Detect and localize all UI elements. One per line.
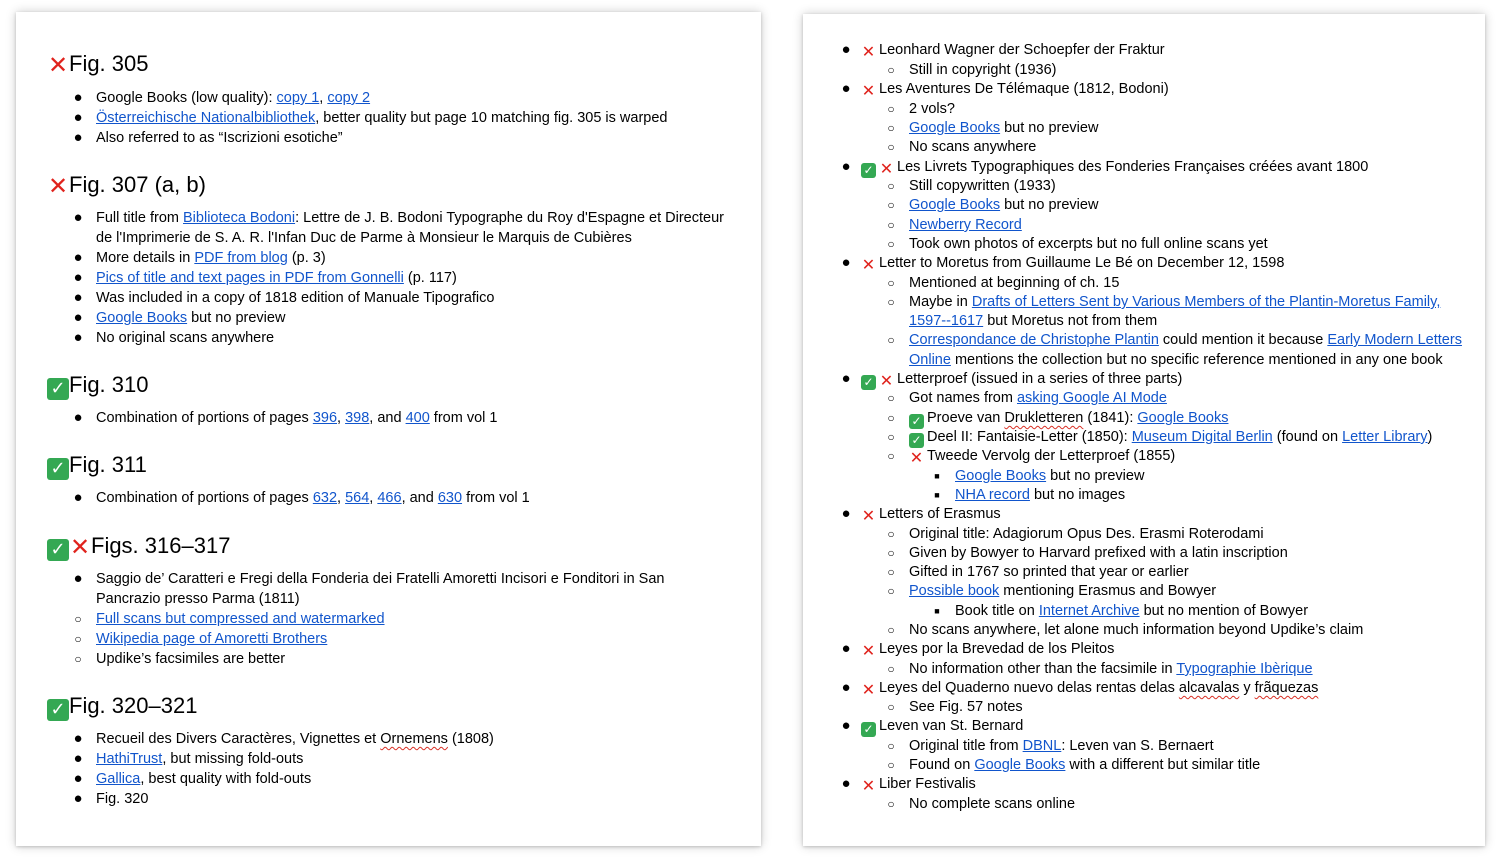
- link-typographie-iberique[interactable]: Typographie Ibèrique: [1176, 661, 1313, 677]
- item-text: : Lettre de J. B. Bodoni Typographe du Roy d'Espagne et Directeur: [295, 210, 724, 226]
- link-wikipedia-amoretti[interactable]: Wikipedia page of Amoretti Brothers: [96, 631, 328, 647]
- green-check-icon: ✓: [47, 699, 69, 721]
- bullet-disc-icon: ●: [841, 158, 851, 175]
- bullet-circle-icon: ○: [887, 102, 895, 116]
- document-page-left: [16, 12, 761, 846]
- link-google-books[interactable]: Google Books: [96, 310, 188, 326]
- link-google-books[interactable]: Google Books: [955, 468, 1047, 484]
- link-letter-library[interactable]: Letter Library: [1342, 429, 1428, 445]
- bullet-circle-icon: ○: [887, 295, 895, 309]
- bullet-circle-icon: ○: [887, 662, 895, 676]
- red-cross-icon: ✕: [861, 42, 876, 61]
- item-text: Was included in a copy of 1818 edition of Manuale Tipografico: [96, 290, 495, 306]
- bullet-disc-icon: ●: [73, 570, 83, 587]
- item-text: Took own photos of excerpts but no full online scans yet: [909, 236, 1268, 252]
- heading-text: Fig. 307 (a, b): [69, 172, 206, 197]
- bullet-circle-icon: ○: [887, 121, 895, 135]
- item-text: Mentioned at beginning of ch. 15: [909, 275, 1120, 291]
- link-pdf-from-blog[interactable]: PDF from blog: [194, 250, 288, 266]
- bullet-circle-icon: ○: [887, 430, 895, 444]
- link-gallica[interactable]: Gallica: [96, 771, 141, 787]
- item-text: could mention it because: [1158, 332, 1328, 348]
- red-cross-icon: ✕: [861, 776, 876, 795]
- item-text: Original title from: [909, 738, 1023, 754]
- red-cross-icon: ✕: [861, 641, 876, 660]
- bullet-disc-icon: ●: [841, 679, 851, 696]
- item-text: Google Books (low quality):: [96, 90, 277, 106]
- link-google-books[interactable]: Google Books: [909, 197, 1001, 213]
- green-check-icon: ✓: [909, 433, 924, 448]
- bullet-square-icon: ■: [934, 606, 940, 616]
- bullet-disc-icon: ●: [73, 329, 83, 346]
- bullet-disc-icon: ●: [73, 489, 83, 506]
- item-text: Letterproef (issued in a series of three parts): [897, 371, 1183, 387]
- bullet-circle-icon: ○: [74, 612, 82, 626]
- bullet-disc-icon: ●: [73, 269, 83, 286]
- heading-text: Fig. 311: [69, 452, 147, 477]
- green-check-icon: ✓: [47, 458, 69, 480]
- spellcheck-word[interactable]: alcavalas: [1178, 680, 1240, 696]
- item-text: Leonhard Wagner der Schoepfer der Fraktur: [879, 42, 1165, 58]
- bullet-circle-icon: ○: [887, 758, 895, 772]
- item-text: Saggio de’ Caratteri e Fregi della Fonderia dei Fratelli Amoretti Incisori e Fonditori in San: [96, 571, 665, 587]
- bullet-disc-icon: ●: [73, 129, 83, 146]
- bullet-disc-icon: ●: [841, 640, 851, 657]
- link-nha-record[interactable]: NHA record: [955, 487, 1030, 503]
- item-text: Proeve van: [927, 410, 1005, 426]
- bullet-circle-icon: ○: [887, 391, 895, 405]
- item-text: Original title: Adagiorum Opus Des. Erasmi Roterodami: [909, 526, 1264, 542]
- item-text: but no preview: [1000, 120, 1099, 136]
- link-osterreichische-nationalbibliothek[interactable]: Österreichische Nationalbibliothek: [96, 110, 316, 126]
- bullet-disc-icon: ●: [841, 775, 851, 792]
- link-page-632[interactable]: 632: [312, 490, 338, 506]
- link-google-books[interactable]: Google Books: [974, 757, 1066, 773]
- link-dbnl[interactable]: DBNL: [1022, 738, 1062, 754]
- document-page-right: [803, 14, 1485, 846]
- item-text: but no preview: [1000, 197, 1099, 213]
- green-check-icon: ✓: [47, 378, 69, 400]
- link-possible-book[interactable]: Possible book: [909, 583, 1000, 599]
- link-biblioteca-bodoni[interactable]: Biblioteca Bodoni: [183, 210, 296, 226]
- bullet-circle-icon: ○: [887, 797, 895, 811]
- item-text: Leyes por la Brevedad de los Pleitos: [879, 641, 1115, 657]
- bullet-circle-icon: ○: [887, 218, 895, 232]
- item-text: Letter to Moretus from Guillaume Le Bé on December 12, 1598: [879, 255, 1285, 271]
- bullet-disc-icon: ●: [841, 41, 851, 58]
- heading-fig-305: [47, 51, 149, 77]
- item-text: Got names from: [909, 390, 1017, 406]
- heading-text: Figs. 316–317: [91, 533, 231, 558]
- heading-fig-320-321: [47, 693, 197, 721]
- heading-text: Fig. 310: [69, 372, 149, 397]
- bullet-circle-icon: ○: [887, 411, 895, 425]
- red-cross-icon: ✕: [879, 371, 894, 390]
- link-hathitrust[interactable]: HathiTrust: [96, 751, 163, 767]
- bullet-disc-icon: ●: [73, 730, 83, 747]
- bullet-circle-icon: ○: [887, 584, 895, 598]
- link-page-398[interactable]: 398: [345, 410, 370, 426]
- bullet-circle-icon: ○: [887, 527, 895, 541]
- link-drafts-of-letters-cont[interactable]: 1597--1617: [909, 313, 984, 329]
- item-text: Leyes del Quaderno nuevo delas rentas delas: [879, 680, 1179, 696]
- bullet-disc-icon: ●: [73, 249, 83, 266]
- bullet-disc-icon: ●: [73, 309, 83, 326]
- item-text: Les Aventures De Télémaque (1812, Bodoni): [879, 81, 1169, 97]
- item-text: Combination of portions of pages: [96, 490, 313, 506]
- spellcheck-word[interactable]: Ornemens: [380, 731, 448, 747]
- item-text: , better quality but page 10 matching fig. 305 is warped: [315, 110, 668, 126]
- item-text: No information other than the facsimile in: [909, 661, 1177, 677]
- item-text: mentions the collection but no specific reference mentioned in any one book: [950, 352, 1443, 368]
- link-page-396[interactable]: 396: [312, 410, 338, 426]
- green-check-icon: ✓: [909, 414, 924, 429]
- heading-text: Fig. 305: [69, 51, 149, 76]
- link-google-books[interactable]: Google Books: [909, 120, 1001, 136]
- item-text: Gifted in 1767 so printed that year or earlier: [909, 564, 1189, 580]
- bullet-disc-icon: ●: [73, 770, 83, 787]
- item-text: but no preview: [1046, 468, 1145, 484]
- link-museum-digital-berlin[interactable]: Museum Digital Berlin: [1131, 429, 1273, 445]
- bullet-circle-icon: ○: [887, 276, 895, 290]
- red-cross-icon: ✕: [47, 51, 69, 79]
- red-cross-icon: ✕: [879, 159, 894, 178]
- green-check-icon: ✓: [861, 375, 876, 390]
- spellcheck-word[interactable]: frãquezas: [1254, 680, 1319, 696]
- green-check-icon: ✓: [861, 722, 876, 737]
- link-copy-2[interactable]: copy 2: [327, 90, 371, 106]
- item-text: Updike’s facsimiles are better: [96, 651, 286, 667]
- heading-figs-316-317: [47, 533, 230, 561]
- bullet-disc-icon: ●: [73, 109, 83, 126]
- item-text: with a different but similar title: [1065, 757, 1261, 773]
- item-text: Found on: [909, 757, 975, 773]
- item-text: No original scans anywhere: [96, 330, 275, 346]
- bullet-circle-icon: ○: [887, 565, 895, 579]
- bullet-circle-icon: ○: [887, 449, 895, 463]
- item-text: Book title on: [955, 603, 1039, 619]
- item-text: Tweede Vervolg der Letterproef (1855): [927, 448, 1176, 464]
- item-text: Deel II: Fantaisie-Letter (1850):: [927, 429, 1132, 445]
- bullet-circle-icon: ○: [887, 179, 895, 193]
- bullet-disc-icon: ●: [841, 254, 851, 271]
- link-page-630[interactable]: 630: [437, 490, 463, 506]
- item-text: Les Livrets Typographiques des Fonderies Françaises créées avant 1800: [897, 159, 1369, 175]
- link-correspondance-plantin[interactable]: Correspondance de Christophe Plantin: [909, 332, 1159, 348]
- bullet-circle-icon: ○: [887, 333, 895, 347]
- bullet-circle-icon: ○: [74, 652, 82, 666]
- link-page-466[interactable]: 466: [377, 490, 402, 506]
- item-text: but no images: [1029, 487, 1126, 503]
- item-text: ,: [369, 490, 378, 506]
- link-pics-pdf-gonnelli[interactable]: Pics of title and text pages in PDF from Gonnelli: [96, 270, 404, 286]
- bullet-square-icon: ■: [934, 471, 940, 481]
- link-asking-google-ai-mode[interactable]: asking Google AI Mode: [1016, 390, 1167, 406]
- link-page-564[interactable]: 564: [345, 490, 370, 506]
- item-text: More details in: [96, 250, 195, 266]
- bullet-circle-icon: ○: [74, 632, 82, 646]
- item-text: Still in copyright (1936): [909, 62, 1057, 78]
- item-text: , and: [401, 490, 438, 506]
- item-text: from vol 1: [462, 490, 530, 506]
- item-text: ,: [337, 490, 346, 506]
- item-text: from vol 1: [429, 410, 498, 426]
- item-text: but Moretus not from them: [983, 313, 1158, 329]
- bullet-circle-icon: ○: [887, 700, 895, 714]
- link-page-400[interactable]: 400: [405, 410, 430, 426]
- heading-fig-310: [47, 372, 149, 400]
- bullet-disc-icon: ●: [841, 80, 851, 97]
- item-text: No complete scans online: [909, 796, 1076, 812]
- item-text: but no preview: [187, 310, 286, 326]
- heading-fig-307: [47, 172, 206, 198]
- bullet-disc-icon: ●: [73, 790, 83, 807]
- item-text: , best quality with fold-outs: [140, 771, 312, 787]
- red-cross-icon: ✕: [861, 255, 876, 274]
- link-internet-archive[interactable]: Internet Archive: [1038, 603, 1140, 619]
- red-cross-icon: ✕: [861, 81, 876, 100]
- item-text: Also referred to as “Iscrizioni esotiche”: [96, 130, 343, 146]
- item-text: Combination of portions of pages: [96, 410, 313, 426]
- item-text: , and: [369, 410, 406, 426]
- bullet-disc-icon: ●: [73, 89, 83, 106]
- item-text: (1841):: [1083, 410, 1138, 426]
- link-drafts-of-letters[interactable]: Drafts of Letters Sent by Various Members of the Plantin-Moretus Family,: [971, 294, 1441, 310]
- item-text: Still copywritten (1933): [909, 178, 1056, 194]
- item-text: , but missing fold-outs: [162, 751, 304, 767]
- bullet-disc-icon: ●: [841, 370, 851, 387]
- bullet-circle-icon: ○: [887, 546, 895, 560]
- spellcheck-word[interactable]: Drukletteren: [1004, 410, 1084, 426]
- red-cross-icon: ✕: [861, 506, 876, 525]
- green-check-icon: ✓: [47, 539, 69, 561]
- link-full-scans[interactable]: Full scans but compressed and watermarked: [96, 611, 385, 627]
- item-text: but no mention of Bowyer: [1139, 603, 1309, 619]
- bullet-disc-icon: ●: [73, 409, 83, 426]
- bullet-circle-icon: ○: [887, 63, 895, 77]
- item-text: Liber Festivalis: [879, 776, 976, 792]
- link-copy-1[interactable]: copy 1: [276, 90, 320, 106]
- item-text: Letters of Erasmus: [879, 506, 1001, 522]
- bullet-disc-icon: ●: [73, 289, 83, 306]
- item-text: : Leven van S. Bernaert: [1061, 738, 1214, 754]
- red-cross-icon: ✕: [861, 680, 876, 699]
- item-text: See Fig. 57 notes: [909, 699, 1023, 715]
- item-text: y: [1239, 680, 1255, 696]
- link-google-books[interactable]: Google Books: [1137, 410, 1229, 426]
- green-check-icon: ✓: [861, 163, 876, 178]
- bullet-square-icon: ■: [934, 490, 940, 500]
- bullet-circle-icon: ○: [887, 237, 895, 251]
- item-text: No scans anywhere, let alone much information beyond Updike’s claim: [909, 622, 1364, 638]
- link-newberry-record[interactable]: Newberry Record: [909, 217, 1022, 233]
- heading-fig-311: [47, 452, 147, 480]
- item-text: (p. 3): [287, 250, 326, 266]
- item-text: Fig. 320: [96, 791, 149, 807]
- bullet-circle-icon: ○: [887, 739, 895, 753]
- item-text: Pancrazio presso Parma (1811): [96, 591, 300, 607]
- item-text: ,: [337, 410, 346, 426]
- item-text: ,: [319, 90, 328, 106]
- bullet-disc-icon: ●: [73, 209, 83, 226]
- red-cross-icon: ✕: [909, 448, 924, 467]
- link-early-modern-letters[interactable]: Early Modern Letters: [1327, 332, 1462, 348]
- item-text: Given by Bowyer to Harvard prefixed with a latin inscription: [909, 545, 1288, 561]
- item-text: No scans anywhere: [909, 139, 1037, 155]
- item-text: Recueil des Divers Caractères, Vignettes et: [96, 731, 381, 747]
- red-cross-icon: ✕: [47, 172, 69, 200]
- heading-text: Fig. 320–321: [69, 693, 198, 718]
- bullet-circle-icon: ○: [887, 198, 895, 212]
- item-text: Maybe in: [909, 294, 972, 310]
- item-text: Full title from: [96, 210, 184, 226]
- item-text: (found on: [1272, 429, 1343, 445]
- item-text: de l'Imprimerie de S. A. R. l'Infan Duc de Parme à Monsieur le Marquis de Cubières: [96, 230, 632, 246]
- item-text: (p. 117): [403, 270, 457, 286]
- item-text: (1808): [447, 731, 494, 747]
- item-text: ): [1427, 429, 1433, 445]
- bullet-circle-icon: ○: [887, 623, 895, 637]
- link-early-modern-letters-cont[interactable]: Online: [909, 352, 951, 368]
- item-text: 2 vols?: [909, 101, 955, 117]
- red-cross-icon: ✕: [69, 533, 91, 561]
- bullet-disc-icon: ●: [841, 505, 851, 522]
- item-text: Leven van St. Bernard: [879, 718, 1024, 734]
- item-text: mentioning Erasmus and Bowyer: [999, 583, 1217, 599]
- bullet-disc-icon: ●: [73, 750, 83, 767]
- bullet-circle-icon: ○: [887, 140, 895, 154]
- bullet-disc-icon: ●: [841, 717, 851, 734]
